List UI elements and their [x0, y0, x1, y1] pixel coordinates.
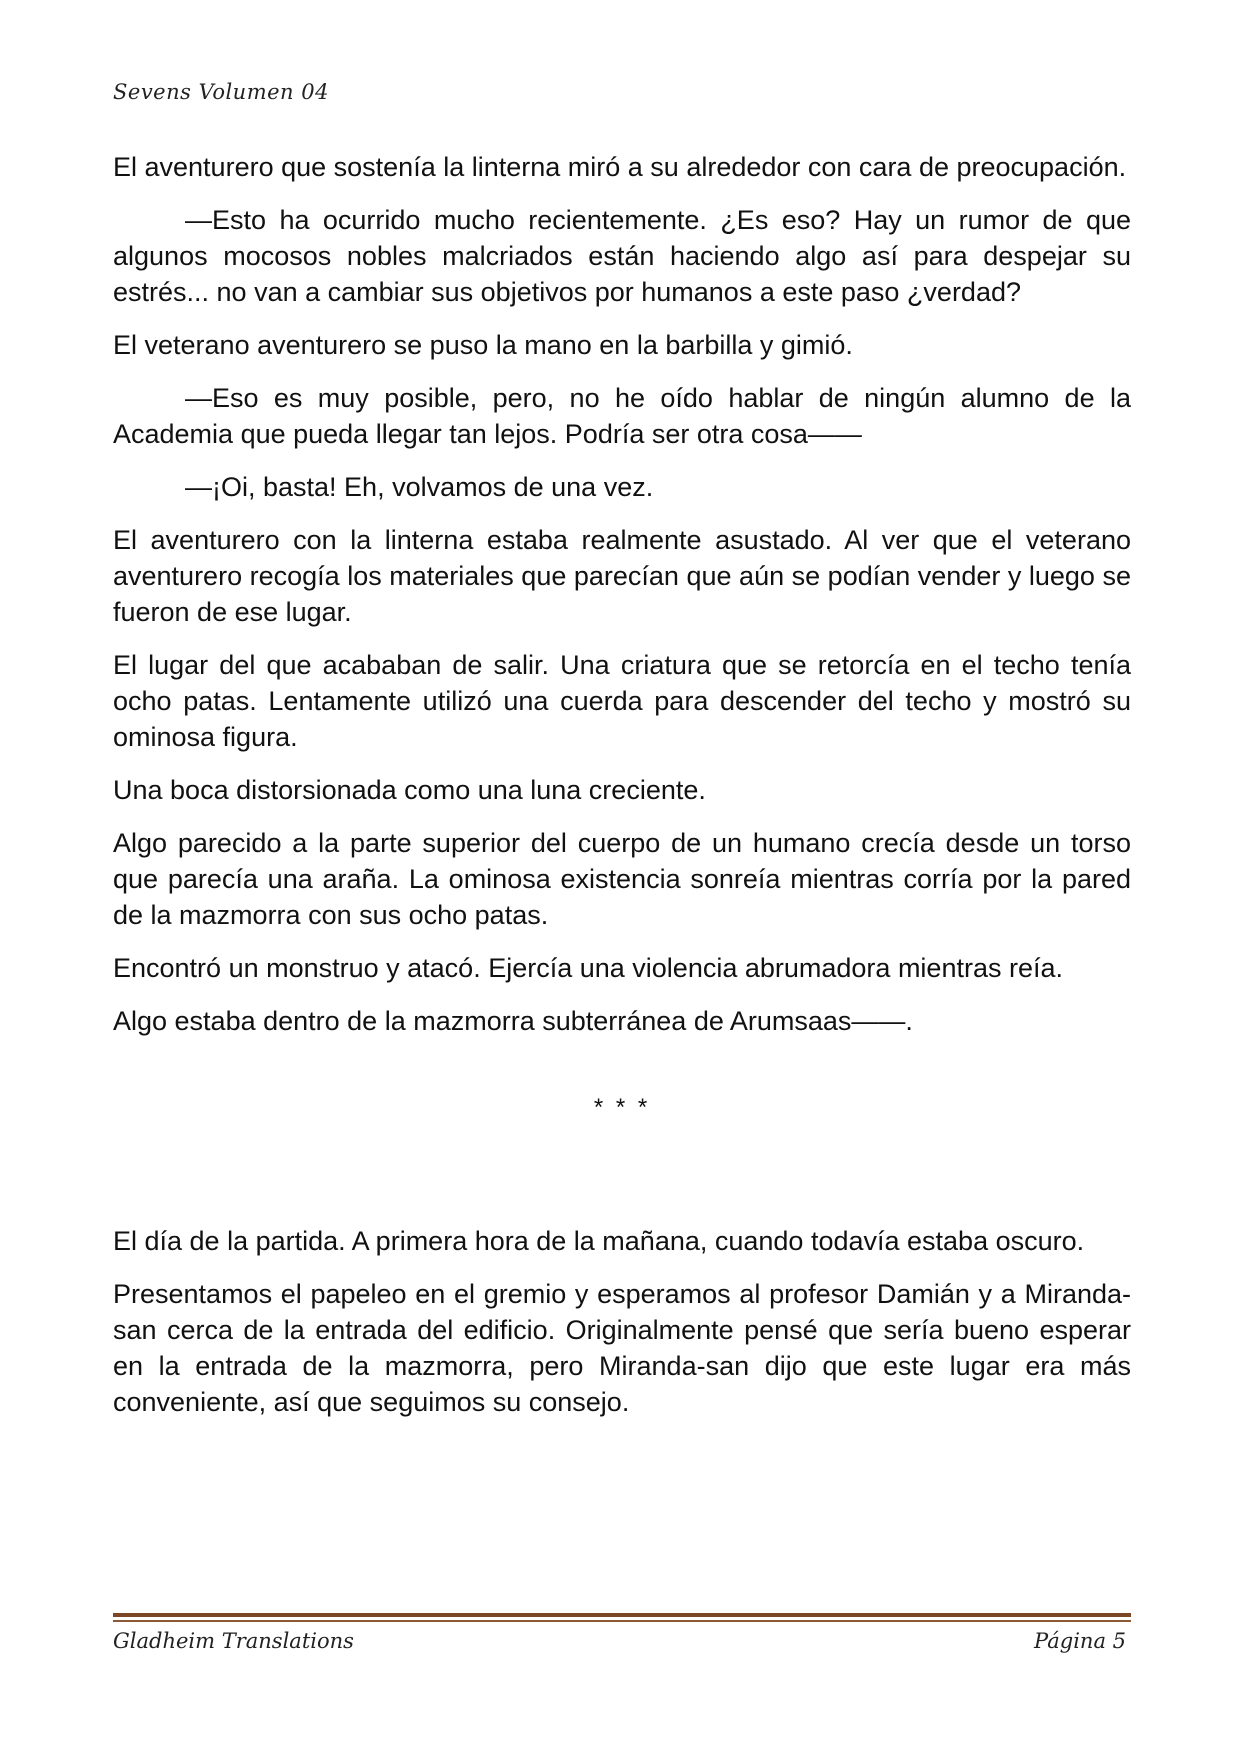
- paragraph: Algo parecido a la parte superior del cuerpo de un humano crecía desde un torso que parecía una araña. La ominosa existencia sonreía mientras corría por la pared de la mazmorra con sus ocho patas.: [113, 828, 1131, 930]
- paragraph: Encontró un monstruo y atacó. Ejercía una violencia abrumadora mientras reía.: [113, 953, 1063, 983]
- paragraph: El día de la partida. A primera hora de la mañana, cuando todavía estaba oscuro.: [113, 1226, 1085, 1256]
- paragraph: El lugar del que acababan de salir. Una criatura que se retorcía en el techo tenía ocho patas. Lentamente utilizó una cuerda para descender del techo y mostró su ominosa figura.: [113, 650, 1131, 752]
- paragraph: Presentamos el papeleo en el gremio y esperamos al profesor Damián y a Miranda-san cerca de la entrada del edificio. Originalmente pensé que sería bueno esperar en la entrada de la mazmorra, pero Miranda-san dijo que este lugar era más conveniente, así que seguimos su consejo.: [113, 1279, 1131, 1417]
- footer-divider-thin: [113, 1620, 1131, 1622]
- dialogue-paragraph: —Esto ha ocurrido mucho recientemente. ¿Es eso? Hay un rumor de que algunos mocosos nobles malcriados están haciendo algo así para despejar su estrés... no van a cambiar sus objetivos por humanos a este paso ¿verdad?: [113, 205, 1131, 307]
- page-body: [113, 149, 1131, 1437]
- paragraph: El veterano aventurero se puso la mano en la barbilla y gimió.: [113, 330, 853, 360]
- running-header: Sevens Volumen 04: [113, 80, 329, 104]
- footer-divider-thick: [113, 1613, 1131, 1617]
- dialogue-paragraph: —¡Oi, basta! Eh, volvamos de una vez.: [185, 472, 654, 502]
- dialogue-paragraph: —Eso es muy posible, pero, no he oído hablar de ningún alumno de la Academia que pueda llegar tan lejos. Podría ser otra cosa——: [113, 383, 1131, 449]
- paragraph: El aventurero con la linterna estaba realmente asustado. Al ver que el veterano aventurero recogía los materiales que parecían que aún se podían vender y luego se fueron de ese lugar.: [113, 525, 1131, 627]
- paragraph: Una boca distorsionada como una luna creciente.: [113, 775, 706, 805]
- page-number: Página 5: [1034, 1629, 1126, 1653]
- paragraph: El aventurero que sostenía la linterna miró a su alrededor con cara de preocupación.: [113, 152, 1127, 182]
- paragraph: Algo estaba dentro de la mazmorra subterránea de Arumsaas——.: [113, 1006, 913, 1036]
- footer-credit: Gladheim Translations: [113, 1629, 354, 1653]
- scene-separator: * * *: [593, 1094, 651, 1121]
- footer-divider: [113, 1613, 1131, 1623]
